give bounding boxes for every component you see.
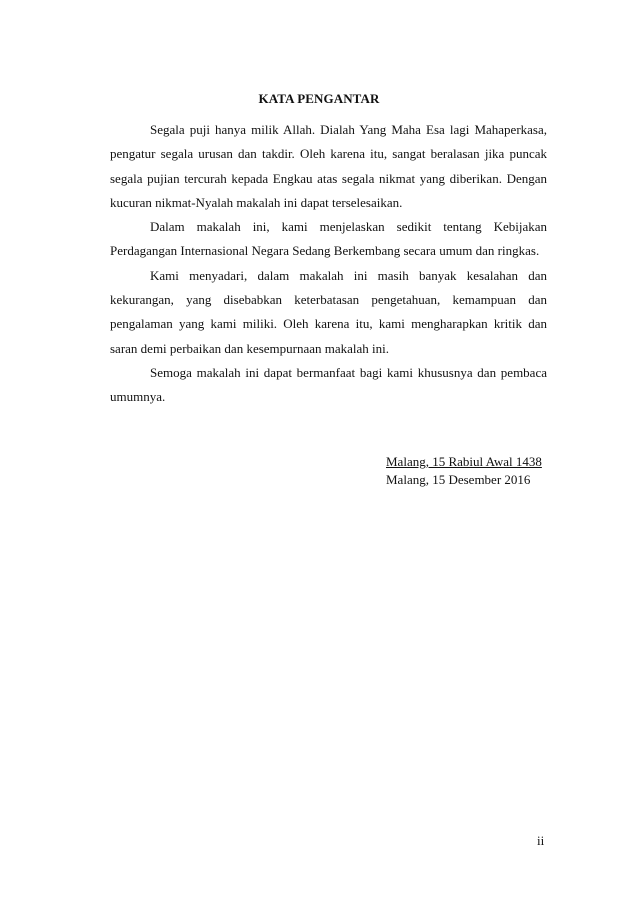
paragraph-3: Kami menyadari, dalam makalah ini masih banyak kesalahan dan kekurangan, yang disebabkan keterbatasan pengetahuan, kemampuan dan pengalaman yang kami miliki. Oleh karena itu, kami mengharapkan kritik dan saran demi perbaikan dan kesempurnaan makalah ini.: [110, 267, 547, 356]
paragraph-4: Semoga makalah ini dapat bermanfaat bagi kami khususnya dan pembaca umumnya.: [110, 364, 547, 405]
page-number: ii: [537, 833, 545, 848]
signature-hijri-date: Malang, 15 Rabiul Awal 1438: [386, 454, 542, 469]
paragraph-2: Dalam makalah ini, kami menjelaskan sedikit tentang Kebijakan Perdagangan Internasional Negara Sedang Berkembang secara umum dan ringkas.: [110, 219, 547, 259]
signature-gregorian-date: Malang, 15 Desember 2016: [386, 472, 531, 487]
paragraph-1: Segala puji hanya milik Allah. Dialah Yang Maha Esa lagi Mahaperkasa, pengatur segala urusan dan takdir. Oleh karena itu, sangat beralasan jika puncak segala pujian tercurah kepada Engkau atas segala nikmat yang diberikan. Dengan kucuran nikmat-Nyalah makalah ini dapat terselesaikan.: [110, 122, 547, 210]
page-title: KATA PENGANTAR: [258, 91, 380, 106]
signature-block: [386, 453, 542, 489]
body-text: [110, 118, 547, 410]
